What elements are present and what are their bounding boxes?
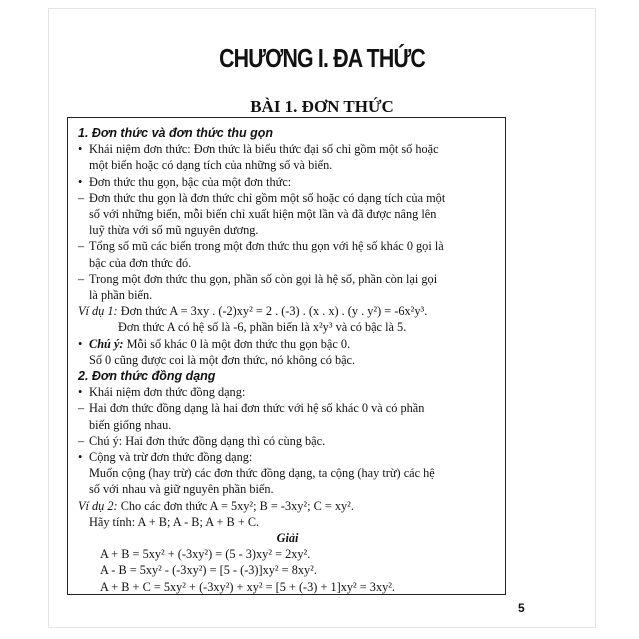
note-label: Chú ý: <box>89 336 124 351</box>
bullet-item: • Cộng và trừ đơn thức đồng dạng: <box>78 450 253 465</box>
example-1 <box>78 303 497 319</box>
bullet-item: • Đơn thức thu gọn, bậc của một đơn thức: <box>78 174 292 189</box>
calc-line: A + B = 5xy² + (-3xy²) = (5 - 3)xy² = 2xy². <box>100 547 311 562</box>
example-1-line1: Đơn thức A = 3xy . (-2)xy² = 2 . (-3) . (x . x) . (y . y²) = -6x²y³. <box>120 304 428 319</box>
text-line: số với nhau và giữ nguyên phần biến. <box>89 482 274 497</box>
content-box <box>67 117 506 595</box>
calc-line: A - B = 5xy² - (-3xy²) = [5 - (-3)]xy² = 8xy². <box>100 563 317 578</box>
section-2-heading: 2. Đơn thức đồng dạng <box>78 369 216 384</box>
calc-line: A + B + C = 5xy² + (-3xy²) + xy² = [5 + (-3) + 1]xy² = 3xy². <box>100 579 395 594</box>
solution-label: Giải <box>276 531 299 546</box>
example-1-line2: Đơn thức A có hệ số là -6, phần biến là x²y³ và có bậc là 5. <box>118 320 407 335</box>
example-1-label: Ví dụ 1: <box>78 304 118 319</box>
dash-item: – Trong một đơn thức thu gọn, phần số còn gọi là hệ số, phần còn lại gọi <box>78 271 438 286</box>
example-2-text: Cho các đơn thức A = 5xy²; B = -3xy²; C = xy². <box>120 498 354 513</box>
text-line: là phần biến. <box>89 288 153 303</box>
text-line: luỹ thừa với số mũ nguyên dương. <box>89 223 259 238</box>
example-2-task: Hãy tính: A + B; A - B; A + B + C. <box>89 514 260 529</box>
chapter-title: CHƯƠNG I. ĐA THỨC <box>219 43 425 73</box>
dash-item: – Chú ý: Hai đơn thức đồng dạng thì có cùng bậc. <box>78 433 326 448</box>
note: • Chú ý: Mỗi số khác 0 là một đơn thức thu gọn bậc 0. <box>78 336 351 351</box>
lesson-title: BÀI 1. ĐƠN THỨC <box>250 97 394 116</box>
example-2-label: Ví dụ 2: <box>78 498 118 513</box>
text-line: số với những biến, mỗi biến chỉ xuất hiện một lần và đã được nâng lên <box>89 207 437 222</box>
text-line: biến giống nhau. <box>89 417 172 432</box>
dash-item: – Đơn thức thu gọn là đơn thức chỉ gồm một số hoặc có dạng tích của một <box>78 190 446 205</box>
section-1-heading: 1. Đơn thức và đơn thức thu gọn <box>78 126 274 140</box>
dash-item: – Hai đơn thức đồng dạng là hai đơn thức với hệ số khác 0 và có phần <box>78 401 425 416</box>
bullet-item: • Khái niệm đơn thức: Đơn thức là biểu thức đại số chỉ gồm một số hoặc <box>78 142 439 157</box>
note-line1: Mỗi số khác 0 là một đơn thức thu gọn bậc 0. <box>126 336 351 351</box>
page-number: 5 <box>518 601 525 615</box>
text-line: Muốn cộng (hay trừ) các đơn thức đồng dạng, ta cộng (hay trừ) các hệ <box>89 466 435 481</box>
text-line: một biến hoặc có dạng tích của những số và biến. <box>89 158 333 173</box>
dash-item: – Tổng số mũ các biến trong một đơn thức thu gọn với hệ số khác 0 gọi là <box>78 239 444 254</box>
note-line2: Số 0 cũng được coi là một đơn thức, nó không có bậc. <box>89 352 356 367</box>
text-line: bậc của đơn thức đó. <box>89 255 192 270</box>
bullet-item: • Khái niệm đơn thức đồng dạng: <box>78 385 246 400</box>
example-2 <box>78 498 497 514</box>
